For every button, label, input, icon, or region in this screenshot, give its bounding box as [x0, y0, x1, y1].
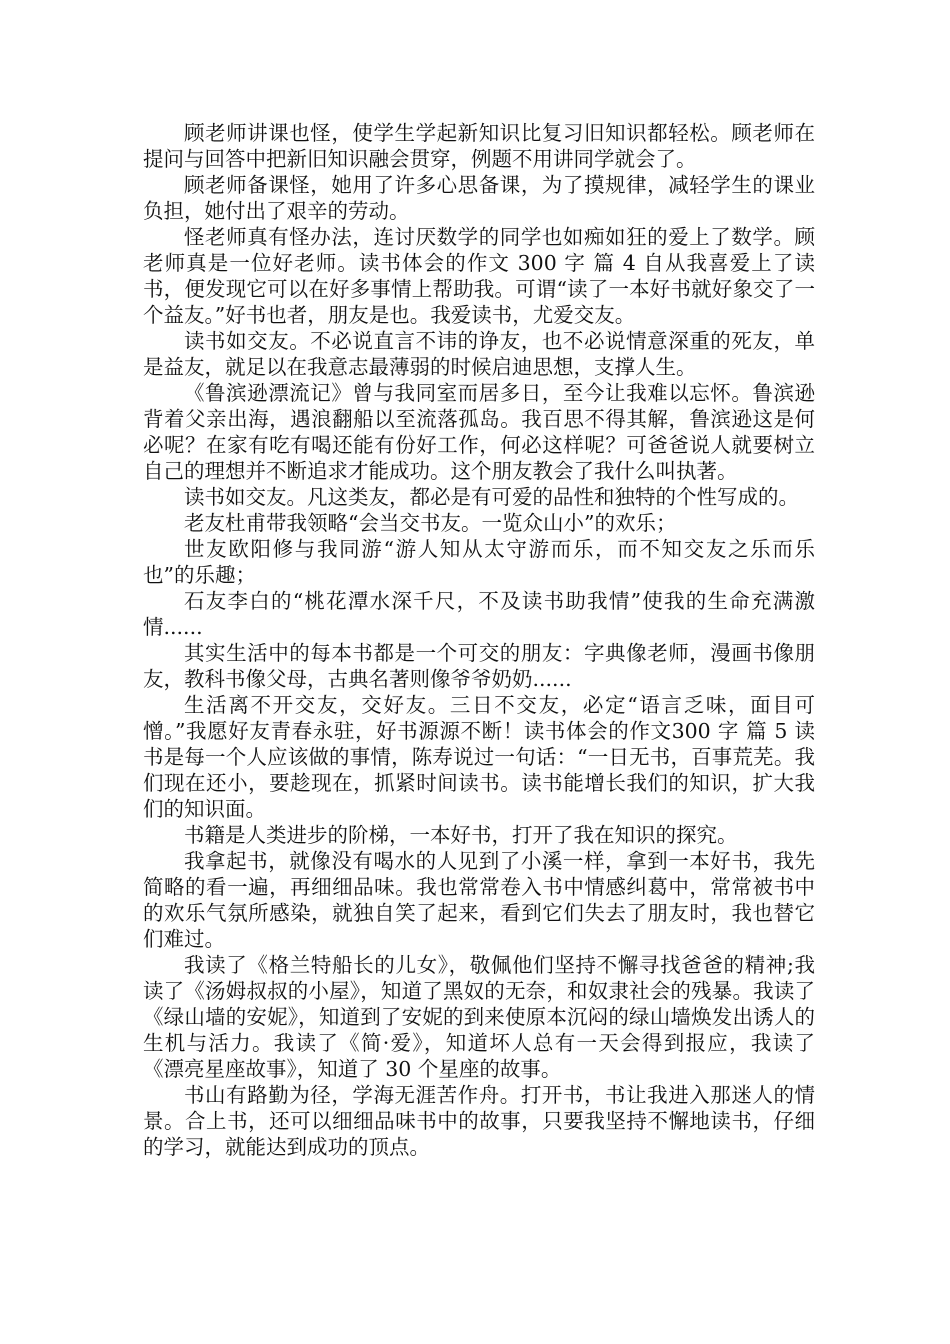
paragraph-4: 读书如交友。不必说直言不讳的诤友，也不必说情意深重的死友，单是益友，就足以在我意志最薄弱的时候启迪思想，支撑人生。: [143, 329, 815, 379]
paragraph-2: 顾老师备课怪，她用了许多心思备课，为了摸规律，减轻学生的课业负担，她付出了艰辛的劳动。: [143, 173, 815, 223]
paragraph-7: 老友杜甫带我领略“会当交书友。一览众山小”的欢乐；: [184, 511, 677, 535]
paragraph-9: 石友李白的“桃花潭水深千尺，不及读书助我情”使我的生命充满激情......: [143, 589, 815, 639]
paragraph-10: 其实生活中的每本书都是一个可交的朋友：字典像老师，漫画书像朋友，教科书像父母，古典名著则像爷爷奶奶......: [143, 641, 815, 691]
paragraph-3: 怪老师真有怪办法，连讨厌数学的同学也如痴如狂的爱上了数学。顾老师真是一位好老师。读书体会的作文 300 字 篇 4 自从我喜爱上了读书，便发现它可以在好多事情上帮助我。可谓“读了一本好书就好象交了一个益友。”好书也者，朋友是也。我爱读书，尤爱交友。: [143, 225, 815, 327]
paragraph-14: 我读了《格兰特船长的儿女》，敬佩他们坚持不懈寻找爸爸的精神;我读了《汤姆叔叔的小屋》，知道了黑奴的无奈，和奴隶社会的残暴。我读了《绿山墙的安妮》，知道到了安妮的到来使原本沉闷的绿山墙焕发出诱人的生机与活力。我读了《简·爱》，知道坏人总有一天会得到报应，我读了《漂亮星座故事》，知道了 30 个星座的故事。: [143, 953, 815, 1081]
paragraph-8: 世友欧阳修与我同游“游人知从太守游而乐，而不知交友之乐而乐也”的乐趣；: [143, 537, 815, 587]
paragraph-1: 顾老师讲课也怪，使学生学起新知识比复习旧知识都轻松。顾老师在提问与回答中把新旧知识融会贯穿，例题不用讲同学就会了。: [143, 121, 815, 171]
document-body: [143, 120, 815, 1160]
paragraph-11: 生活离不开交友，交好友。三日不交友，必定“语言乏味，面目可憎。”我愿好友青春永驻，好书源源不断！读书体会的作文300 字 篇 5 读书是每一个人应该做的事情，陈寿说过一句话：“一日无书，百事荒芜。我们现在还小，要趁现在，抓紧时间读书。读书能增长我们的知识，扩大我们的知识面。: [143, 693, 815, 821]
paragraph-6: 读书如交友。凡这类友，都必是有可爱的品性和独特的个性写成的。: [184, 485, 799, 509]
paragraph-12: 书籍是人类进步的阶梯，一本好书，打开了我在知识的探究。: [184, 823, 738, 847]
paragraph-15: 书山有路勤为径，学海无涯苦作舟。打开书，书让我进入那迷人的情景。合上书，还可以细细品味书中的故事，只要我坚持不懈地读书，仔细的学习，就能达到成功的顶点。: [143, 1083, 815, 1159]
paragraph-5: 《鲁滨逊漂流记》曾与我同室而居多日，至今让我难以忘怀。鲁滨逊背着父亲出海，遇浪翻船以至流落孤岛。我百思不得其解，鲁滨逊这是何必呢？在家有吃有喝还能有份好工作，何必这样呢？可爸爸说人就要树立自己的理想并不断追求才能成功。这个朋友教会了我什么叫执著。: [143, 381, 815, 483]
paragraph-13: 我拿起书，就像没有喝水的人见到了小溪一样，拿到一本好书，我先简略的看一遍，再细细品味。我也常常卷入书中情感纠葛中，常常被书中的欢乐气氛所感染，就独自笑了起来，看到它们失去了朋友时，我也替它们难过。: [143, 849, 815, 951]
